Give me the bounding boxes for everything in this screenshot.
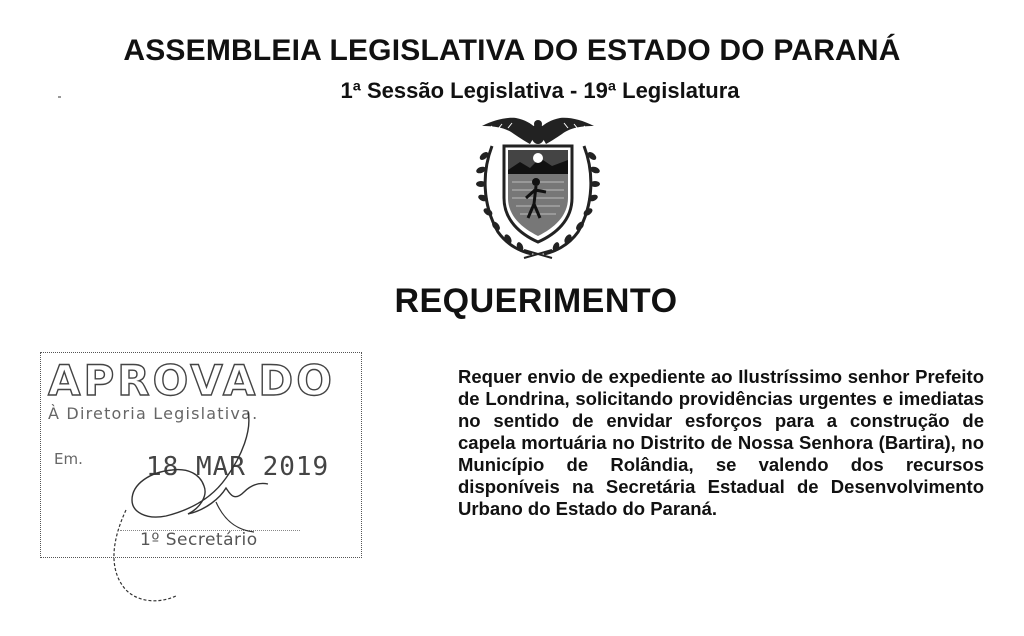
document-type-heading: REQUERIMENTO [394,282,678,320]
stamp-date: 18 MAR 2019 [146,452,330,482]
stamp-date-label: Em. [54,450,83,468]
stamp-forwarded-to: À Diretoria Legislativa. [48,404,259,423]
stamp-status: APROVADO [48,356,335,405]
stamp-signer-role: 1º Secretário [140,530,258,550]
request-summary: Requer envio de expediente ao Ilustríssimo senhor Prefeito de Londrina, solicitando providências urgentes e imediatas no sentido de envidar esforços para a construção de capela mortuária no Distrito de Nossa Senhora (Bartira), no Município de Rolândia, se valendo dos recursos disponíveis na Secretária Estadual de Desenvolvimento Urbano do Estado do Paraná. [458,366,984,519]
handwritten-signature [66,360,296,610]
assembly-title: ASSEMBLEIA LEGISLATIVA DO ESTADO DO PARANÁ [123,34,901,67]
scan-speck [58,96,61,98]
parana-coat-of-arms-icon [468,112,608,262]
session-subtitle: 1ª Sessão Legislativa - 19ª Legislatura [340,78,740,103]
